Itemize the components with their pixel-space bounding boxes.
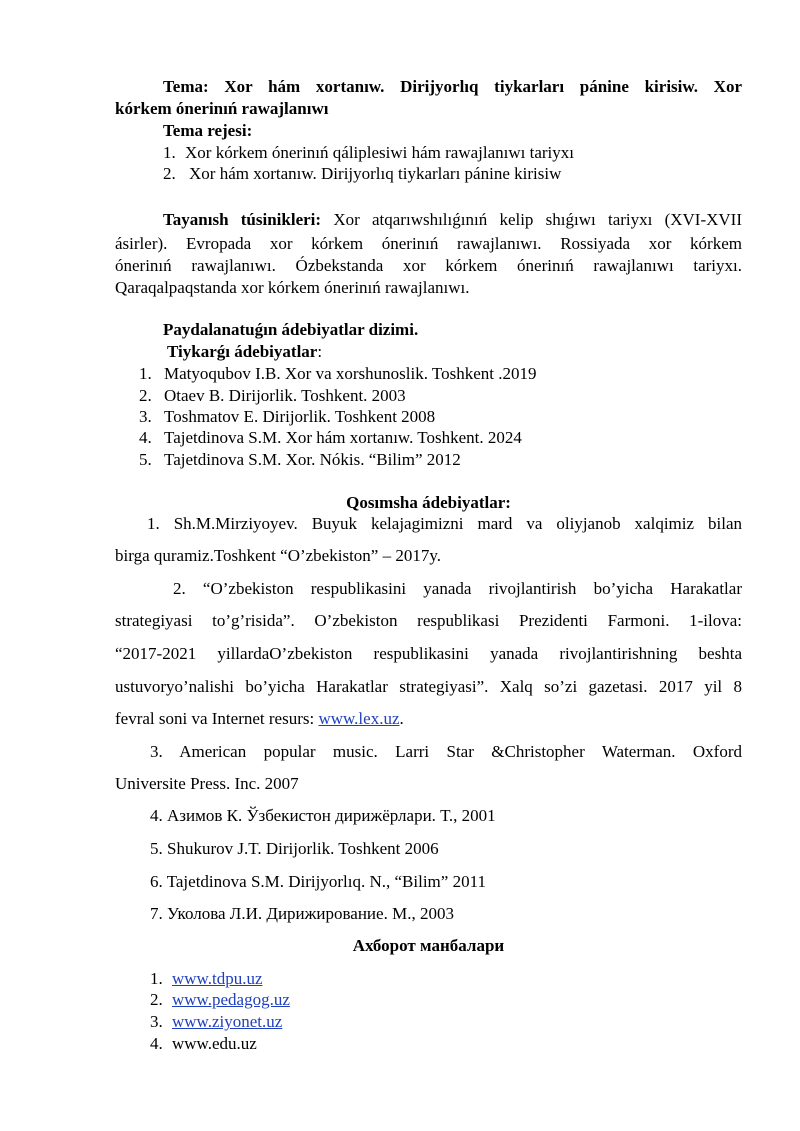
- ziyonet-link[interactable]: www.ziyonet.uz: [172, 1012, 283, 1031]
- concepts-label: Tayanısh túsinikleri:: [163, 210, 322, 229]
- source-item: 2. www.pedagog.uz: [150, 990, 290, 1009]
- literature-title: Paydalanatuǵın ádebiyatlar dizimi.: [163, 320, 419, 339]
- extra-item-5: 5. Shukurov J.T. Dirijorlik. Toshkent 2006: [150, 839, 439, 858]
- source-item: 4. www.edu.uz: [150, 1034, 257, 1053]
- topic-line-2: kórkem ónerinıń rawajlanıwı: [115, 99, 329, 118]
- extra-item-3-line-1: 3. American popular music. Larri Star &Christopher Waterman. Oxford: [150, 742, 742, 761]
- extra-item-2-line-2: strategiyasi to’g’risida”. O’zbekiston respublikasi Prezidenti Farmoni. 1-ilova:: [115, 611, 742, 630]
- source-item: 1. www.tdpu.uz: [150, 969, 263, 988]
- extra-item-3-line-2: Universite Press. Inc. 2007: [115, 774, 299, 793]
- extra-item-7: 7. Уколова Л.И. Дирижирование. М., 2003: [150, 904, 454, 923]
- tdpu-link[interactable]: www.tdpu.uz: [172, 969, 263, 988]
- sources-title: Ахборот манбалари: [352, 936, 505, 955]
- extra-literature-title: Qosımsha ádebiyatlar:: [346, 493, 511, 512]
- extra-item-1-line-2: birga quramiz.Toshkent “O’zbekiston” – 2017y.: [115, 546, 441, 565]
- main-literature-item: 5. Tajetdinova S.M. Xor. Nókis. “Bilim” 2012: [139, 450, 461, 469]
- main-literature-item: 1. Matyoqubov I.B. Xor va xorshunoslik. Toshkent .2019: [139, 364, 537, 383]
- extra-item-2-line-1: 2. “O’zbekiston respublikasini yanada rivojlantirish bo’yicha Harakatlar: [173, 579, 742, 598]
- concepts-line-1: Tayanısh túsinikleri: Xor atqarıwshılıǵınıń kelip shıǵıwı tariyxı (XVI-XVII: [163, 210, 743, 229]
- pedagog-link[interactable]: www.pedagog.uz: [172, 990, 290, 1009]
- plan-item: 1. Xor kórkem ónerinıń qáliplesiwi hám rawajlanıwı tariyxı: [163, 143, 575, 162]
- main-literature-item: 2. Otaev B. Dirijorlik. Toshkent. 2003: [139, 386, 406, 405]
- concepts-line-3: ónerinıń rawajlanıwı. Ózbekstanda xor kórkem ónerinıń rawajlanıwı tariyxı.: [115, 256, 742, 275]
- main-literature-title: Tiykarǵı ádebiyatlar:: [167, 342, 323, 361]
- concepts-line-2: ásirler). Evropada xor kórkem ónerinıń rawajlanıwı. Rossiyada xor kórkem: [115, 234, 742, 253]
- extra-item-2-line-5: fevral soni va Internet resurs: www.lex.uz.: [115, 709, 404, 728]
- extra-item-6: 6. Tajetdinova S.M. Dirijyorlıq. N., “Bilim” 2011: [150, 872, 486, 891]
- extra-item-2-line-3: “2017-2021 yillardaO’zbekiston respublikasini yanada rivojlantirishning beshta: [115, 644, 742, 663]
- extra-item-2-line-4: ustuvoryo’nalishi bo’yicha Harakatlar strategiyasi”. Xalq so’zi gazetasi. 2017 yil 8: [115, 677, 742, 696]
- lex-uz-link[interactable]: www.lex.uz: [318, 709, 400, 728]
- plan-item: 2. Xor hám xortanıw. Dirijyorlıq tiykarları pánine kirisiw: [163, 164, 562, 183]
- plan-title: Tema rejesi:: [163, 121, 253, 140]
- extra-item-1-line-1: 1. Sh.M.Mirziyoyev. Buyuk kelajagimizni mard va oliyjanob xalqimiz bilan: [147, 514, 742, 533]
- topic-label: Tema:: [163, 77, 209, 96]
- concepts-line-4: Qaraqalpaqstanda xor kórkem ónerinıń rawajlanıwı.: [115, 278, 470, 297]
- main-literature-item: 4. Tajetdinova S.M. Xor hám xortanıw. Toshkent. 2024: [139, 428, 522, 447]
- edu-source-text: www.edu.uz: [172, 1034, 257, 1053]
- topic-line-1: [163, 77, 742, 97]
- extra-item-4: 4. Азимов К. Ўзбекистон дирижёрлари. Т., 2001: [150, 806, 496, 825]
- topic-title: Xor hám xortanıw. Dirijyorlıq tiykarları pánine kirisiw. Xor: [224, 77, 743, 96]
- source-item: 3. www.ziyonet.uz: [150, 1012, 283, 1031]
- main-literature-item: 3. Toshmatov E. Dirijorlik. Toshkent 2008: [139, 407, 436, 426]
